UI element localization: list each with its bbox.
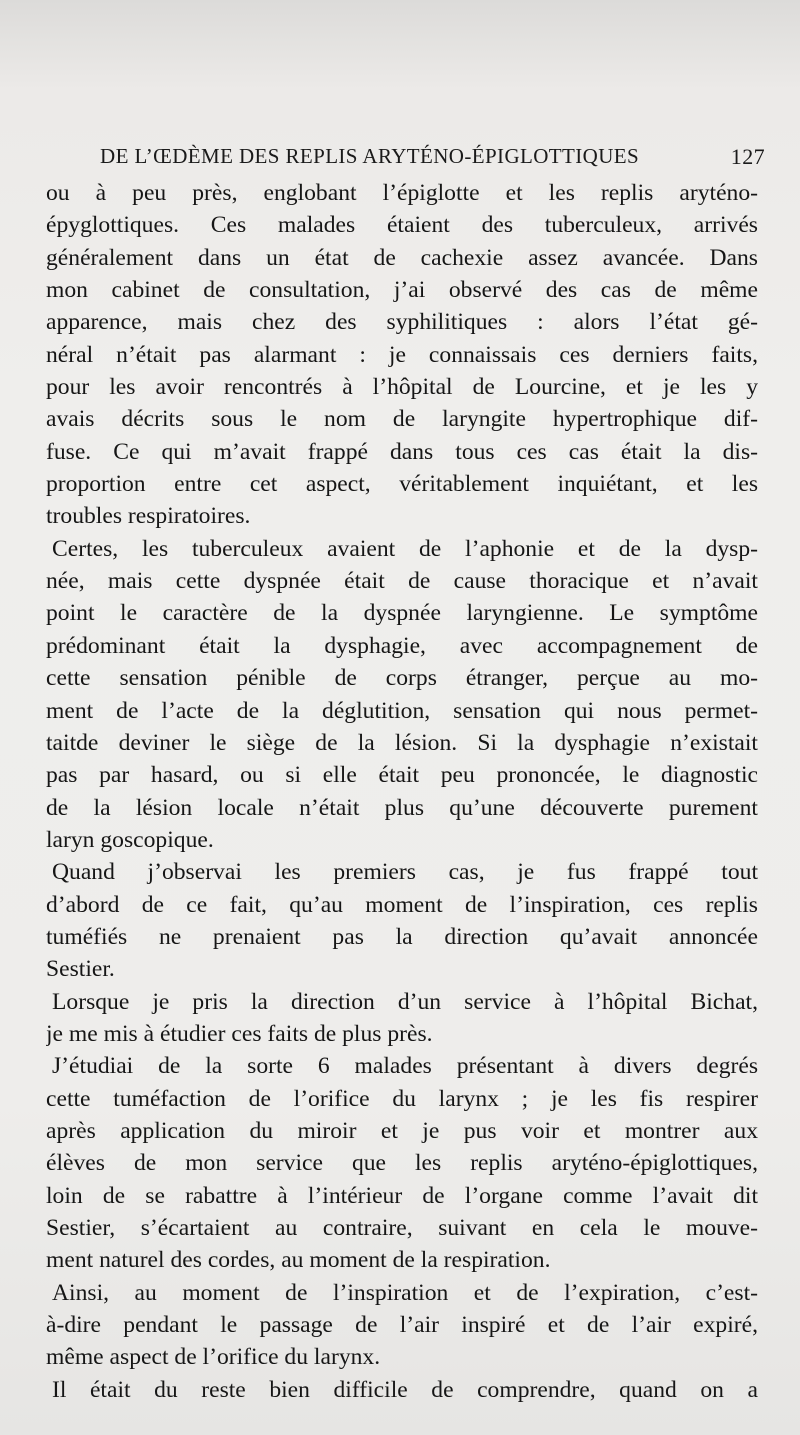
text-line: laryn goscopique.	[46, 826, 214, 853]
text-line: d’abord de ce fait, qu’au moment de l’inspiration, ces replis	[46, 891, 758, 918]
text-line: pour les avoir rencontrés à l’hôpital de Lourcine, et je les y	[46, 374, 758, 401]
text-line: point le caractère de la dyspnée laryngienne. Le symptôme	[46, 600, 758, 627]
text-line: Certes, les tuberculeux avaient de l’aphonie et de la dysp-	[52, 535, 758, 562]
body-text	[46, 177, 758, 1406]
text-line: apparence, mais chez des syphilitiques : alors l’état gé-	[46, 309, 758, 336]
text-line: Lorsque je pris la direction d’un service à l’hôpital Bichat,	[52, 988, 758, 1015]
text-line: Sestier.	[46, 956, 115, 983]
text-line: ou à peu près, englobant l’épiglotte et les replis aryténo-	[46, 180, 758, 206]
text-line: mon cabinet de consultation, j’ai observé des cas de même	[46, 277, 758, 304]
text-line: fuse. Ce qui m’avait frappé dans tous ces cas était la dis-	[46, 438, 758, 465]
page-number: 127	[730, 144, 765, 169]
text-line: proportion entre cet aspect, véritablement inquiétant, et les	[46, 471, 758, 498]
text-line: taitde deviner le siège de la lésion. Si la dysphagie n’existait	[46, 729, 758, 756]
text-line: Sestier, s’écartaient au contraire, suivant en cela le mouve-	[46, 1215, 758, 1241]
text-line: pas par hasard, ou si elle était peu prononcée, le diagnostic	[46, 762, 758, 789]
text-line: de la lésion locale n’était plus qu’une découverte purement	[46, 794, 758, 821]
text-line: tuméfiés ne prenaient pas la direction qu’avait annoncée	[46, 923, 758, 950]
text-line: élèves de mon service que les replis aryténo-épiglottiques,	[46, 1150, 758, 1177]
text-line: Quand j’observai les premiers cas, je fus frappé tout	[52, 859, 758, 886]
text-line: cette sensation pénible de corps étranger, perçue au mo-	[46, 665, 758, 692]
text-line: avais décrits sous le nom de laryngite hypertrophique dif-	[46, 406, 758, 433]
text-line: néral n’était pas alarmant : je connaissais ces derniers faits,	[46, 341, 758, 368]
text-line: troubles respiratoires.	[46, 503, 251, 530]
text-line: après application du miroir et je pus voir et montrer aux	[46, 1117, 758, 1144]
text-line: ment de l’acte de la déglutition, sensation qui nous permet-	[46, 697, 758, 724]
text-line: je me mis à étudier ces faits de plus près.	[46, 1020, 433, 1047]
text-line: cette tuméfaction de l’orifice du larynx ; je les fis respirer	[46, 1085, 758, 1112]
text-line: même aspect de l’orifice du larynx.	[46, 1344, 381, 1371]
text-line: généralement dans un état de cachexie assez avancée. Dans	[46, 244, 758, 271]
text-line: épyglottiques. Ces malades étaient des tuberculeux, arrivés	[46, 212, 758, 239]
text-line: loin de se rabattre à l’intérieur de l’organe comme l’avait dit	[46, 1182, 758, 1209]
text-line: Il était du reste bien difficile de comprendre, quand on a	[52, 1376, 758, 1403]
text-line: née, mais cette dyspnée était de cause thoracique et n’avait	[46, 568, 758, 595]
text-line: J’étudiai de la sorte 6 malades présentant à divers degrés	[52, 1053, 758, 1080]
text-line: à-dire pendant le passage de l’air inspiré et de l’air expiré,	[46, 1312, 758, 1339]
running-head	[100, 140, 765, 174]
text-line: Ainsi, au moment de l’inspiration et de l’expiration, c’est-	[52, 1279, 758, 1306]
text-line: ment naturel des cordes, au moment de la respiration.	[46, 1247, 551, 1274]
text-line: prédominant était la dysphagie, avec accompagnement de	[46, 632, 758, 659]
running-title: DE L’ŒDÈME DES REPLIS ARYTÉNO-ÉPIGLOTTIQUES	[100, 144, 640, 168]
